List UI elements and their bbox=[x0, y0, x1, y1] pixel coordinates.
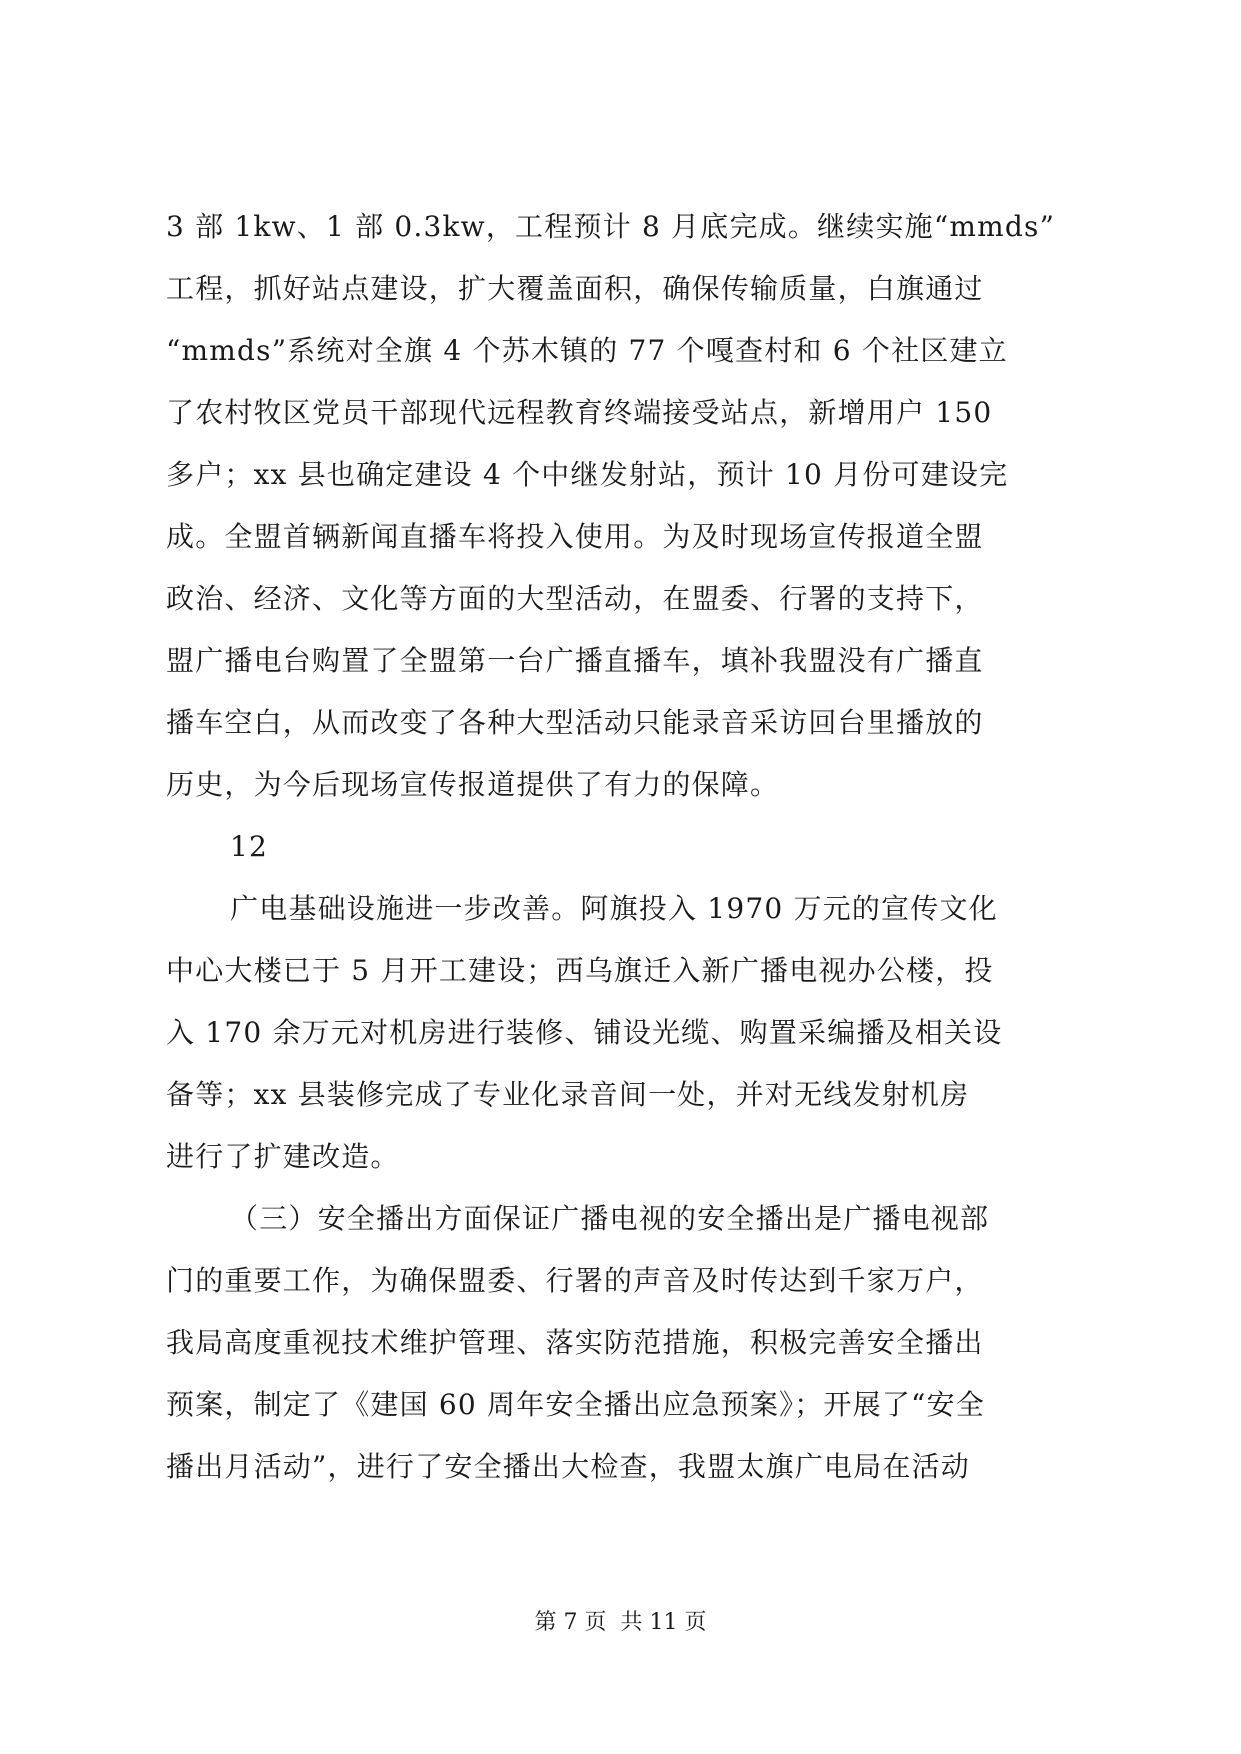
text-line: 播出月活动”，进行了安全播出大检查，我盟太旗广电局在活动 bbox=[166, 1450, 970, 1483]
text-line: 历史，为今后现场宣传报道提供了有力的保障。 bbox=[166, 768, 780, 801]
page-number-label: 第 7 页 共 11 页 bbox=[534, 1610, 707, 1635]
text-line: 成。全盟首辆新闻直播车将投入使用。为及时现场宣传报道全盟 bbox=[166, 520, 984, 553]
text-line: 备等；xx 县装修完成了专业化录音间一处，并对无线发射机房 bbox=[166, 1078, 970, 1111]
text-line: 门的重要工作，为确保盟委、行署的声音及时传达到千家万户， bbox=[166, 1264, 984, 1297]
text-line: 播车空白，从而改变了各种大型活动只能录音采访回台里播放的 bbox=[166, 706, 984, 739]
text-line: 中心大楼已于 5 月开工建设；西乌旗迁入新广播电视办公楼，投 bbox=[166, 954, 994, 987]
text-line: 盟广播电台购置了全盟第一台广播直播车，填补我盟没有广播直 bbox=[166, 644, 984, 677]
page-footer bbox=[0, 1608, 1241, 1638]
text-line: 多户；xx 县也确定建设 4 个中继发射站，预计 10 月份可建设完 bbox=[166, 458, 1009, 491]
paragraph-start-line: 广电基础设施进一步改善。阿旗投入 1970 万元的宣传文化 bbox=[230, 892, 998, 925]
text-line: 我局高度重视技术维护管理、落实防范措施，积极完善安全播出 bbox=[166, 1326, 984, 1359]
paragraph-start-line: （三）安全播出方面保证广播电视的安全播出是广播电视部 bbox=[230, 1202, 990, 1235]
text-line: 政治、经济、文化等方面的大型活动，在盟委、行署的支持下， bbox=[166, 582, 984, 615]
text-line: 工程，抓好站点建设，扩大覆盖面积，确保传输质量，白旗通过 bbox=[166, 272, 984, 305]
section-number: 12 bbox=[230, 830, 269, 863]
text-line: 预案，制定了《建国 60 周年安全播出应急预案》；开展了“安全 bbox=[166, 1388, 985, 1421]
text-line: 入 170 余万元对机房进行装修、铺设光缆、购置采编播及相关设 bbox=[166, 1016, 1003, 1049]
document-body bbox=[166, 196, 1076, 1498]
text-line: 进行了扩建改造。 bbox=[166, 1140, 400, 1173]
text-line: 3 部 1kw、1 部 0.3kw，工程预计 8 月底完成。继续实施“mmds” bbox=[166, 210, 1056, 243]
text-line: 了农村牧区党员干部现代远程教育终端接受站点，新增用户 150 bbox=[166, 396, 993, 429]
text-line: “mmds”系统对全旗 4 个苏木镇的 77 个嘎查村和 6 个社区建立 bbox=[166, 334, 1008, 367]
